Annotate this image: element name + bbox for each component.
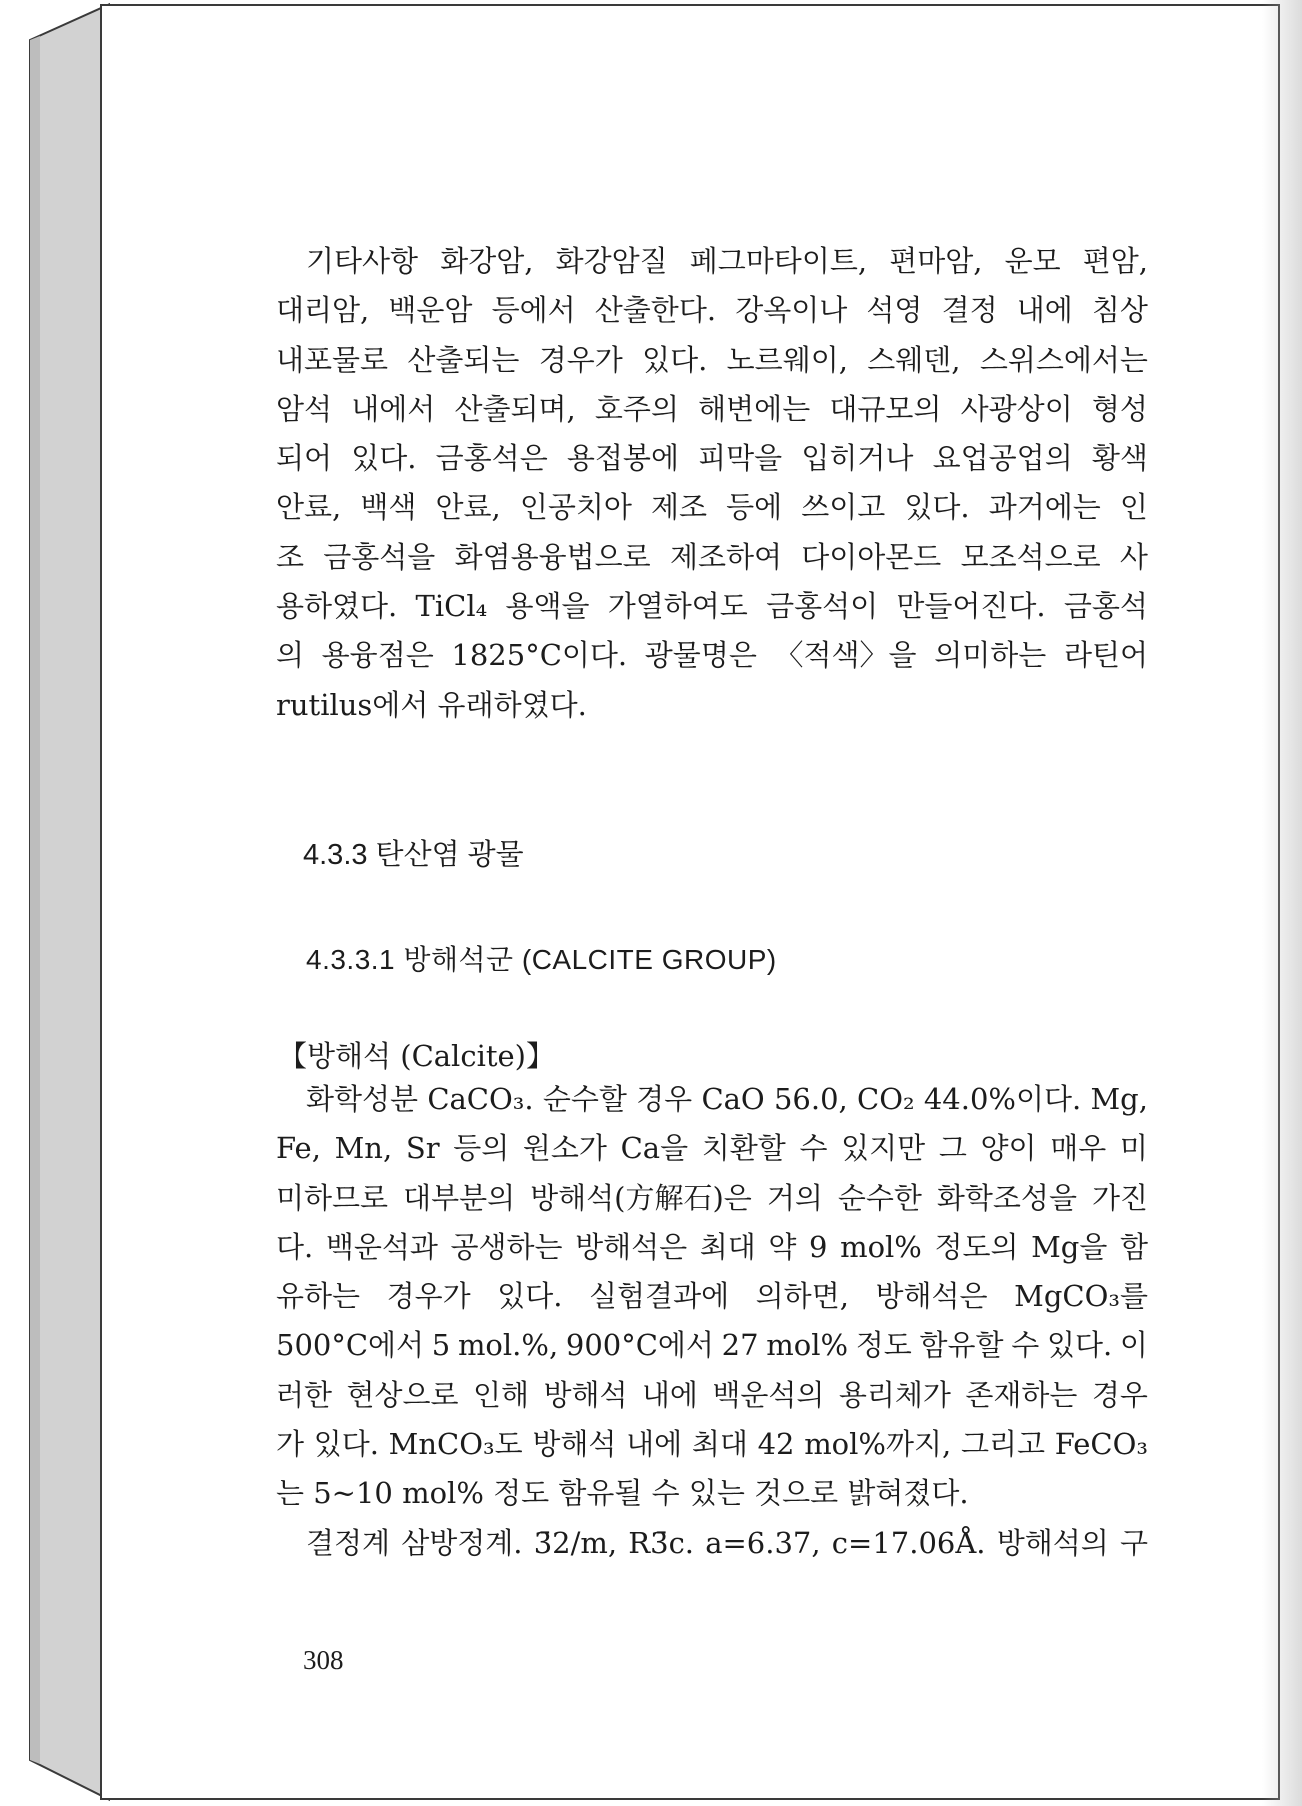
- word: 거의: [766, 1180, 823, 1215]
- word: 내에: [641, 1377, 698, 1412]
- word: 있다.: [642, 342, 708, 377]
- text-line: [276, 237, 1148, 286]
- word: 치환할: [701, 1131, 786, 1166]
- word: 사광상이: [960, 391, 1073, 426]
- text-line: [276, 582, 1148, 631]
- subsection-heading: 4.3.3.1 방해석군 (CALCITE GROUP): [306, 944, 777, 975]
- paragraph-calcite-composition: [276, 1075, 1148, 1568]
- word: Mg,: [1090, 1082, 1148, 1116]
- word: Fe,: [276, 1131, 321, 1166]
- word: 현상으로: [346, 1377, 459, 1412]
- word: 경우: [1091, 1377, 1148, 1412]
- word: MgCO₃를: [1014, 1279, 1148, 1314]
- word: 양이: [980, 1131, 1037, 1166]
- word: 정도: [855, 1328, 912, 1363]
- section-heading: 4.3.3 탄산염 광물: [303, 839, 524, 871]
- word: 되어: [276, 441, 333, 476]
- word: 구: [1119, 1525, 1148, 1560]
- text-line: rutilus에서 유래하였다.: [276, 687, 587, 722]
- word: 용하였다.: [276, 589, 398, 624]
- word: 매우: [1050, 1131, 1107, 1166]
- page-edge-shadow: [1262, 0, 1302, 1806]
- text-line: 는 5~10 mol% 정도 함유될 수 있는 것으로 밝혀졌다.: [276, 1476, 969, 1511]
- book-spine: [0, 0, 110, 1806]
- word: 등의: [453, 1131, 510, 1166]
- word: 페그마타이트,: [689, 244, 868, 278]
- word: 화학성분: [306, 1082, 419, 1116]
- word: 경우: [636, 1082, 693, 1116]
- word: 최대: [699, 1229, 756, 1264]
- mineral-title: 【방해석 (Calcite)】: [278, 1039, 555, 1073]
- word: 순수한: [837, 1180, 922, 1215]
- word: 최대: [691, 1427, 748, 1462]
- paragraph-rutile-remarks: [276, 237, 1148, 730]
- word: 미: [1119, 1131, 1148, 1166]
- word: 인공치아: [519, 490, 632, 525]
- word: Mg을: [1031, 1229, 1108, 1264]
- word: 해변에는: [698, 391, 811, 426]
- word: 쓰이고: [801, 490, 886, 525]
- word: 화학조성을: [936, 1180, 1077, 1215]
- word: 있다.: [313, 1427, 379, 1462]
- word: 가진: [1091, 1180, 1148, 1215]
- word: MnCO₃도: [388, 1427, 523, 1462]
- word: 삼방정계.: [401, 1525, 523, 1560]
- word: CO₂: [857, 1082, 915, 1116]
- word: c=17.06Å.: [831, 1525, 986, 1560]
- word: 가열하여도: [607, 589, 748, 624]
- word: 결정: [941, 293, 998, 328]
- word: 황색: [1091, 441, 1148, 476]
- word: mol%: [840, 1229, 922, 1264]
- word: 있다.: [351, 441, 417, 476]
- word: 백운암: [388, 293, 473, 328]
- word: 과거에는: [988, 490, 1101, 525]
- word: 암석: [276, 391, 333, 426]
- word: 대부분의: [403, 1180, 516, 1215]
- word: 금홍석: [1063, 589, 1148, 624]
- word: 용융점은: [321, 638, 434, 673]
- word: 원소가: [522, 1131, 607, 1166]
- word: CaCO₃.: [427, 1082, 534, 1116]
- text-line: [276, 286, 1148, 335]
- word: 용접봉에: [566, 441, 679, 476]
- word: mol.%,: [457, 1328, 559, 1363]
- word: 경우가: [386, 1279, 471, 1314]
- word: 수: [799, 1131, 828, 1166]
- word: 금홍석은: [435, 441, 548, 476]
- word: 방해석의: [996, 1525, 1109, 1560]
- word: 방해석: [532, 1427, 617, 1462]
- text-line: [276, 631, 1148, 680]
- word: 의하면,: [755, 1279, 849, 1314]
- word: 침상: [1091, 293, 1148, 328]
- word: 인: [1119, 490, 1148, 525]
- word: FeCO₃: [1054, 1427, 1148, 1462]
- word: 방해석은: [875, 1279, 988, 1314]
- word: mol%: [766, 1328, 849, 1363]
- word: 〈적색〉을: [774, 638, 917, 673]
- word: 있다.: [904, 490, 970, 525]
- word: 산출한다.: [594, 293, 717, 328]
- word: 제조: [650, 490, 707, 525]
- word: 피막을: [698, 441, 783, 476]
- text-line: [276, 434, 1148, 483]
- word: 내포물로: [276, 342, 389, 377]
- word: 백운석의: [712, 1377, 825, 1412]
- word: 방해석(方解石)은: [530, 1180, 752, 1215]
- text-line: [276, 1321, 1148, 1370]
- word: 방해석은: [575, 1229, 688, 1264]
- word: 약: [768, 1229, 797, 1264]
- text-line: [276, 1420, 1148, 1469]
- page-number: 308: [303, 1645, 344, 1675]
- word: 수: [1011, 1328, 1040, 1363]
- word: 석영: [866, 293, 923, 328]
- word: 의: [276, 638, 305, 673]
- word: 500°C에서: [276, 1328, 425, 1363]
- word: 내에: [626, 1427, 683, 1462]
- word: Ca을: [620, 1131, 689, 1166]
- word: 스위스에서는: [979, 342, 1148, 377]
- word: 입히거나: [801, 441, 914, 476]
- word: 노르웨이,: [726, 342, 848, 377]
- word: 27: [721, 1328, 759, 1363]
- text-line: [276, 1075, 1148, 1124]
- text-line: [276, 1272, 1148, 1321]
- text-line: [276, 1174, 1148, 1223]
- text-line: [276, 533, 1148, 582]
- word: 내에서: [351, 391, 436, 426]
- word: 1825°C이다.: [451, 638, 628, 673]
- word: 그: [938, 1131, 967, 1166]
- word: 900°C에서: [565, 1328, 714, 1363]
- text-line: [276, 1124, 1148, 1173]
- word: 모조석으로: [960, 539, 1101, 574]
- word: 다이아몬드: [801, 539, 942, 574]
- word: 요업공업의: [932, 441, 1073, 476]
- word: 편암,: [1082, 244, 1148, 278]
- word: 산출되는: [407, 342, 520, 377]
- word: 있다.: [1046, 1328, 1113, 1363]
- word: 함: [1119, 1229, 1148, 1264]
- word: 광물명은: [644, 638, 757, 673]
- word: 존재하는: [965, 1377, 1078, 1412]
- word: 안료,: [276, 490, 342, 525]
- word: 42: [757, 1427, 795, 1462]
- word: 56.0,: [773, 1082, 848, 1116]
- text-line: [276, 1371, 1148, 1420]
- text-line: [276, 385, 1148, 434]
- word: 사: [1119, 539, 1148, 574]
- text-line: [276, 1223, 1148, 1272]
- word: 등에: [726, 490, 783, 525]
- word: 강옥이나: [735, 293, 848, 328]
- word: a=6.37,: [705, 1525, 821, 1560]
- word: CaO: [701, 1082, 765, 1116]
- word: 5: [431, 1328, 451, 1363]
- word: 순수할: [542, 1082, 627, 1116]
- word: 다.: [276, 1229, 314, 1264]
- word: 등에서: [491, 293, 576, 328]
- word: R3̄c.: [628, 1525, 695, 1560]
- word: 화강암,: [440, 244, 534, 278]
- word: mol%까지,: [804, 1427, 952, 1462]
- word: 공생하는: [450, 1229, 563, 1264]
- word: 라틴어: [1063, 638, 1148, 673]
- word: 결정계: [306, 1525, 391, 1560]
- word: 금홍석을: [323, 539, 436, 574]
- word: 대규모의: [829, 391, 942, 426]
- word: 인해: [472, 1377, 529, 1412]
- word: 대리암,: [276, 293, 370, 328]
- word: 호주의: [594, 391, 679, 426]
- word: 기타사항: [306, 244, 419, 278]
- word: 44.0%이다.: [923, 1082, 1082, 1116]
- word: 스웨덴,: [867, 342, 961, 377]
- word: 산출되며,: [454, 391, 576, 426]
- word: 9: [809, 1229, 828, 1264]
- word: 정도의: [934, 1229, 1019, 1264]
- text-line: [276, 1519, 1148, 1568]
- word: 미하므로: [276, 1180, 389, 1215]
- word: 러한: [276, 1377, 333, 1412]
- word: 유하는: [276, 1279, 361, 1314]
- word: 가: [276, 1427, 305, 1462]
- word: 백색: [360, 490, 417, 525]
- word: 용리체가: [838, 1377, 951, 1412]
- word: 화강암질: [555, 244, 668, 278]
- word: 함유할: [919, 1328, 1004, 1363]
- word: Mn,: [334, 1131, 393, 1166]
- word: 제조하여: [669, 539, 782, 574]
- word: Sr: [405, 1131, 440, 1166]
- word: 조: [276, 539, 305, 574]
- word: 만들어진다.: [896, 589, 1046, 624]
- word: 실험결과에: [589, 1279, 730, 1314]
- word: 있지만: [841, 1131, 926, 1166]
- word: 안료,: [435, 490, 501, 525]
- word: 용액을: [505, 589, 590, 624]
- word: 내에: [1016, 293, 1073, 328]
- word: 백운석과: [325, 1229, 438, 1264]
- text-line: [276, 336, 1148, 385]
- word: 3̄2/m,: [533, 1525, 618, 1560]
- word: 있다.: [497, 1279, 563, 1314]
- word: 화염용융법으로: [454, 539, 651, 574]
- word: 운모: [1004, 244, 1061, 278]
- text-line: [276, 483, 1148, 532]
- word: 방해석: [543, 1377, 628, 1412]
- word: 금홍석이: [766, 589, 879, 624]
- word: 이: [1119, 1328, 1148, 1363]
- word: 의미하는: [934, 638, 1047, 673]
- word: 편마암,: [889, 244, 983, 278]
- word: TiCl₄: [415, 589, 488, 624]
- word: 경우가: [538, 342, 623, 377]
- word: 그리고: [960, 1427, 1045, 1462]
- word: 형성: [1091, 391, 1148, 426]
